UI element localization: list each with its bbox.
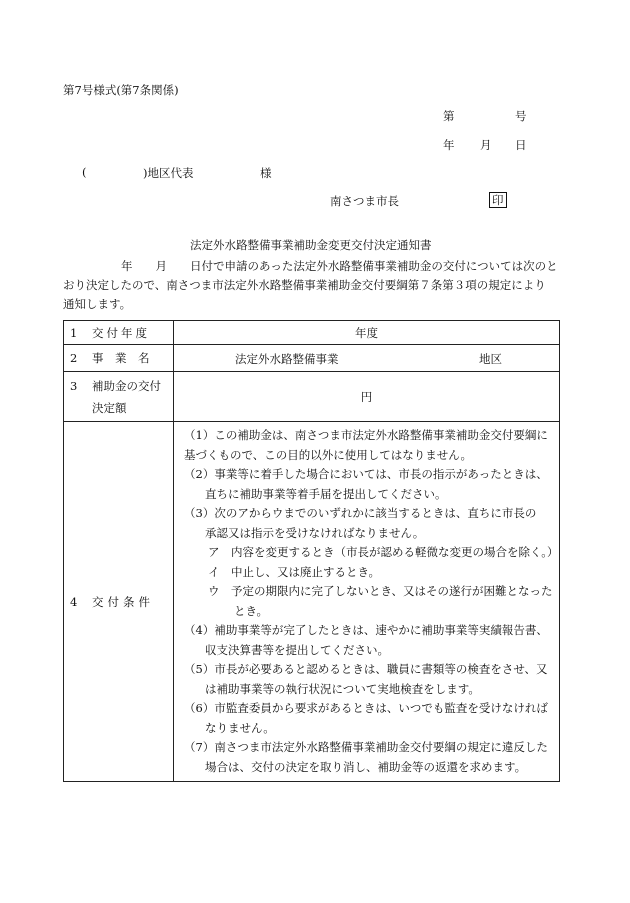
intro-line-3: 通知します。 xyxy=(63,297,132,311)
condition-subitem-a xyxy=(184,543,559,563)
fiscal-year-value: 年度 xyxy=(355,325,378,340)
form-id: 第7号様式(第7条関係) xyxy=(63,83,179,97)
condition-item-3 xyxy=(184,504,555,543)
condition-text: （6）市監査委員から要求があるときは、いつでも監査を受けなければ xyxy=(184,701,548,715)
condition-text: ウ 予定の期限内に完了しないとき、又はその遂行が困難となった xyxy=(208,584,553,598)
addressee-open-paren: ( xyxy=(82,165,87,179)
row-label-cell xyxy=(64,345,174,372)
condition-text: （4）補助事業等が完了したときは、速やかに補助事業等実績報告書、 xyxy=(184,623,548,637)
condition-continuation: は補助事業等の執行状況について実地検査をします。 xyxy=(205,681,480,696)
condition-item-4 xyxy=(184,621,555,660)
row-label: 補助金の交付 xyxy=(92,378,161,393)
row-label-cell xyxy=(64,321,174,345)
condition-text: ア 内容を変更するとき（市長が認める軽微な変更の場合を除く。） xyxy=(208,545,559,559)
date-year: 年 xyxy=(443,138,455,152)
document-title: 法定外水路整備事業補助金変更交付決定通知書 xyxy=(190,238,432,252)
row-value-cell xyxy=(174,372,560,422)
condition-continuation: とき。 xyxy=(234,603,269,618)
table-row xyxy=(64,372,560,422)
row-label-line-1 xyxy=(70,375,173,397)
row-label-line-2: 決定額 xyxy=(92,400,127,415)
condition-text: （2）事業等に着手した場合においては、市長の指示があったときは、 xyxy=(184,467,548,481)
row-number: 4 xyxy=(70,594,78,609)
condition-text: （1）この補助金は、南さつま市法定外水路整備事業補助金交付要綱に xyxy=(184,428,548,442)
seal-mark: 印 xyxy=(489,192,507,208)
decided-amount-unit: 円 xyxy=(360,389,373,404)
condition-subitem-i xyxy=(184,563,555,583)
row-label: 事 業 名 xyxy=(92,351,150,365)
district-suffix: 地区 xyxy=(479,352,502,366)
date-month: 月 xyxy=(480,138,492,152)
row-label-cell xyxy=(64,372,174,422)
condition-subitem-u xyxy=(184,582,555,621)
condition-text: （7）南さつま市法定外水路整備事業補助金交付要綱の規定に違反した xyxy=(184,740,548,754)
intro-line-1: 年 月 日付で申請のあった法定外水路整備事業補助金の交付については次のと xyxy=(121,259,558,273)
condition-item-6 xyxy=(184,699,555,738)
addressee-honorific: 様 xyxy=(260,166,272,180)
addressee-label: )地区代表 xyxy=(143,166,194,180)
row-value-cell xyxy=(174,321,560,345)
condition-continuation: 収支決算書等を提出してください。 xyxy=(205,642,389,657)
condition-item-7 xyxy=(184,738,555,777)
condition-text: イ 中止し、又は廃止するとき。 xyxy=(208,564,381,579)
table-row xyxy=(64,345,560,372)
table-row xyxy=(64,422,560,782)
notice-table xyxy=(63,320,560,782)
row-number: 2 xyxy=(70,351,78,365)
doc-number-suffix: 号 xyxy=(515,109,527,123)
condition-continuation: 基づくもので、この目的以外に使用してはなりません。 xyxy=(184,447,472,462)
row-label-cell xyxy=(64,422,174,782)
row-number: 1 xyxy=(70,325,78,340)
intro-line-2: おり決定したので、南さつま市法定外水路整備事業補助金交付要綱第７条第３項の規定により xyxy=(63,278,546,292)
condition-continuation: 直ちに補助事業等着手届を提出してください。 xyxy=(205,486,447,501)
row-label: 交付年度 xyxy=(92,325,150,340)
row-label: 交付条件 xyxy=(92,594,154,609)
row-value-cell xyxy=(174,345,560,372)
project-name-value: 法定外水路整備事業 xyxy=(235,352,339,366)
condition-text: （5）市長が必要あると認めるときは、職員に書類等の検査をさせ、又 xyxy=(184,662,548,676)
table-row xyxy=(64,321,560,345)
condition-text: （3）次のアからウまでのいずれかに該当するときは、直ちに市長の xyxy=(184,506,537,520)
condition-continuation: 承認又は指示を受けなければなりません。 xyxy=(205,525,425,540)
row-number: 3 xyxy=(70,378,78,393)
condition-item-2 xyxy=(184,465,555,504)
condition-item-1 xyxy=(184,426,555,465)
intro-paragraph xyxy=(63,257,563,314)
date-day: 日 xyxy=(515,138,527,152)
doc-number-prefix: 第 xyxy=(443,109,455,123)
condition-item-5 xyxy=(184,660,555,699)
condition-continuation: 場合は、交付の決定を取り消し、補助金等の返還を求めます。 xyxy=(205,759,527,774)
condition-continuation: なりません。 xyxy=(205,720,275,735)
issuer-name: 南さつま市長 xyxy=(330,194,399,208)
conditions-cell xyxy=(174,422,560,782)
